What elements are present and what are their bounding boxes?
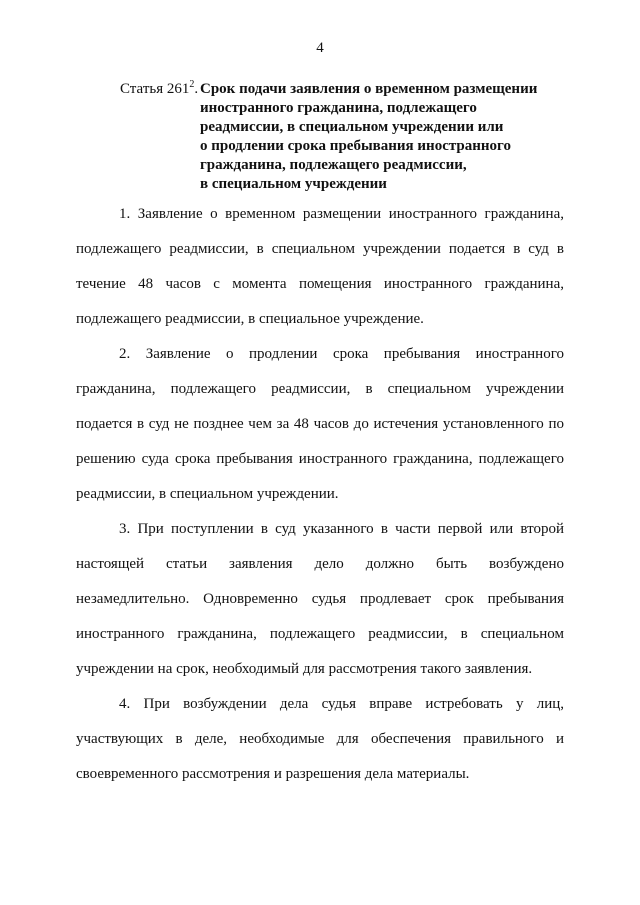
article-body xyxy=(76,197,564,792)
article-label xyxy=(120,80,198,99)
article-title-line: в специальном учреждении xyxy=(200,176,387,192)
article-label-prefix: Статья 261 xyxy=(120,81,190,97)
article-title-line: Срок подачи заявления о временном размещении xyxy=(200,81,538,97)
article-title-line: реадмиссии, в специальном учреждении или xyxy=(200,119,504,135)
article-heading xyxy=(120,80,560,194)
article-label-suffix: . xyxy=(194,81,199,97)
paragraph-2: 2. Заявление о продлении срока пребывания иностранного гражданина, подлежащего реадмиссии, в специальном учреждении подается в суд не позднее чем за 48 часов до истечения установленного по решению суда срока пребывания иностранного гражданина, подлежащего реадмиссии, в специальном учреждении. xyxy=(76,346,564,502)
article-title-line: гражданина, подлежащего реадмиссии, xyxy=(200,157,467,173)
article-label-superscript: 2 xyxy=(189,79,195,90)
paragraph-1: 1. Заявление о временном размещении иностранного гражданина, подлежащего реадмиссии, в специальном учреждении подается в суд в течение 48 часов с момента помещения иностранного гражданина, подлежащего реадмиссии, в специальное учреждение. xyxy=(76,206,564,327)
page-number: 4 xyxy=(316,40,324,56)
paragraph-3: 3. При поступлении в суд указанного в части первой или второй настоящей статьи заявления дело должно быть возбуждено незамедлительно. Одновременно судья продлевает срок пребывания иностранного гражданина, подлежащего реадмиссии, в специальном учреждении на срок, необходимый для рассмотрения такого заявления. xyxy=(76,521,564,677)
article-title xyxy=(200,80,560,194)
paragraph-4: 4. При возбуждении дела судья вправе истребовать у лиц, участвующих в деле, необходимые для обеспечения правильного и своевременного рассмотрения и разрешения дела материалы. xyxy=(76,696,564,782)
article-title-line: о продлении срока пребывания иностранного xyxy=(200,138,511,154)
article-title-line: иностранного гражданина, подлежащего xyxy=(200,100,477,116)
